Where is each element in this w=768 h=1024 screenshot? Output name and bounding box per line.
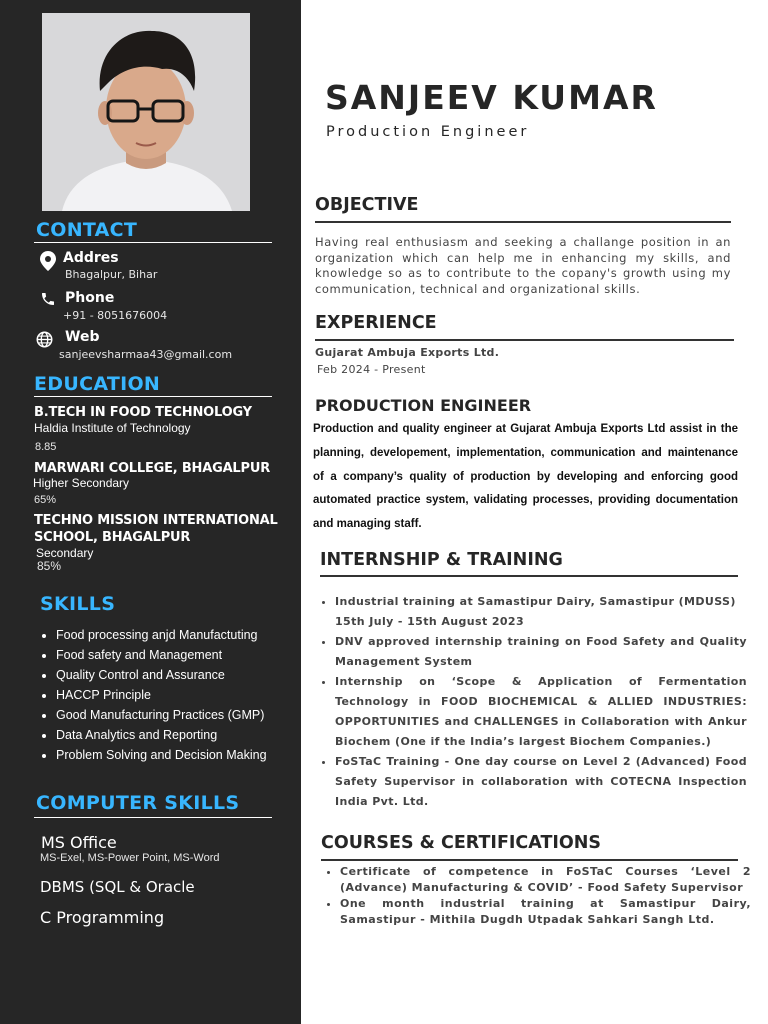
education-score: 65% bbox=[34, 494, 57, 506]
education-score: 8.85 bbox=[35, 441, 57, 453]
education-institution: Secondary bbox=[36, 546, 94, 560]
profile-photo bbox=[42, 13, 250, 211]
computer-skills-divider bbox=[34, 817, 272, 818]
objective-text: Having real enthusiasm and seeking a challange position in an organization which can help me in enhancing my skills, and knowledge so as to contribute to the copany's growth using my communication, technical and organizational skills. bbox=[315, 235, 731, 296]
education-institution: Higher Secondary bbox=[33, 476, 130, 490]
objective-divider bbox=[315, 221, 731, 223]
employment-date: Feb 2024 - Present bbox=[317, 363, 426, 376]
skills-list bbox=[40, 625, 296, 765]
location-pin-icon bbox=[40, 251, 56, 276]
skills-heading: SKILLS bbox=[40, 593, 116, 615]
contact-heading: CONTACT bbox=[36, 219, 138, 241]
ms-office-label: MS Office bbox=[41, 833, 117, 852]
education-title: MARWARI COLLEGE, BHAGALPUR bbox=[34, 461, 271, 476]
web-value[interactable]: sanjeevsharmaa43@gmail.com bbox=[59, 348, 233, 361]
list-item: • Quality Control and Assurance bbox=[56, 665, 296, 685]
education-title-line2: SCHOOL, BHAGALPUR bbox=[34, 530, 191, 545]
phone-value: +91 - 8051676004 bbox=[63, 309, 168, 322]
list-item: • HACCP Principle bbox=[56, 685, 296, 705]
list-item: • Certificate of competence in FoSTaC Courses ‘Level 2 (Advance) Manufacturing & COVID’ - Food Safety Supervisor bbox=[340, 864, 751, 895]
ms-office-detail: MS-Exel, MS-Power Point, MS-Word bbox=[40, 852, 220, 864]
list-item: • Food processing anjd Manufactuting bbox=[56, 625, 296, 645]
education-title: TECHNO MISSION INTERNATIONAL bbox=[34, 513, 278, 528]
candidate-title: Production Engineer bbox=[326, 124, 530, 140]
experience-heading: EXPERIENCE bbox=[315, 313, 437, 333]
phone-icon bbox=[40, 291, 56, 312]
address-label: Addres bbox=[63, 250, 119, 266]
address-value: Bhagalpur, Bihar bbox=[65, 268, 158, 281]
list-item: • Problem Solving and Decision Making bbox=[56, 745, 296, 765]
computer-skills-heading: COMPUTER SKILLS bbox=[36, 792, 240, 814]
company-name: Gujarat Ambuja Exports Ltd. bbox=[315, 346, 500, 359]
internship-list bbox=[320, 592, 747, 812]
education-title: B.TECH IN FOOD TECHNOLOGY bbox=[34, 405, 252, 420]
courses-list bbox=[326, 864, 751, 928]
education-institution: Haldia Institute of Technology bbox=[34, 421, 191, 435]
education-score: 85% bbox=[37, 559, 62, 573]
internship-heading: INTERNSHIP & TRAINING bbox=[320, 550, 563, 570]
phone-label: Phone bbox=[65, 290, 115, 306]
education-heading: EDUCATION bbox=[34, 373, 161, 395]
dbms-label: DBMS (SQL & Oracle bbox=[40, 878, 195, 896]
courses-divider bbox=[321, 859, 738, 861]
c-programming-label: C Programming bbox=[40, 908, 165, 927]
list-item: • One month industrial training at Samastipur Dairy, Samastipur - Mithila Dugdh Utpadak Sahkari Sangh Ltd. bbox=[340, 896, 751, 927]
sidebar bbox=[0, 0, 301, 1024]
globe-icon bbox=[36, 331, 53, 353]
contact-divider bbox=[34, 242, 272, 243]
list-item: • DNV approved internship training on Food Safety and Quality Management System bbox=[335, 632, 747, 672]
internship-divider bbox=[320, 575, 738, 577]
list-item: • Internship on ‘Scope & Application of Fermentation Technology in FOOD BIOCHEMICAL & ALLIED INDUSTRIES: OPPORTUNITIES and CHALLENGES in Collaboration with Ankur Biochem (One if the India’s largest Biochem Companies.) bbox=[335, 672, 747, 752]
list-item: • Good Manufacturing Practices (GMP) bbox=[56, 705, 296, 725]
courses-heading: COURSES & CERTIFICATIONS bbox=[321, 833, 602, 853]
list-item: • Data Analytics and Reporting bbox=[56, 725, 296, 745]
list-item: • Food safety and Management bbox=[56, 645, 296, 665]
job-description: Production and quality engineer at Gujarat Ambuja Exports Ltd assist in the planning, developement, implementation, communication and maintenance of a company’s quality of production by developing and enforcing good automated practice system, validating processes, providing documentation and managing staff. bbox=[313, 423, 738, 531]
job-role: PRODUCTION ENGINEER bbox=[315, 396, 532, 415]
experience-divider bbox=[315, 339, 734, 341]
education-divider bbox=[34, 396, 272, 397]
list-item: • FoSTaC Training - One day course on Level 2 (Advanced) Food Safety Supervisor in collaboration with COTECNA Inspection India Pvt. Ltd. bbox=[335, 752, 747, 812]
candidate-name: SANJEEV KUMAR bbox=[325, 78, 658, 117]
list-item: • Industrial training at Samastipur Dairy, Samastipur (MDUSS) 15th July - 15th August 2023 bbox=[335, 592, 747, 632]
objective-heading: OBJECTIVE bbox=[315, 195, 419, 215]
web-label: Web bbox=[65, 329, 100, 345]
